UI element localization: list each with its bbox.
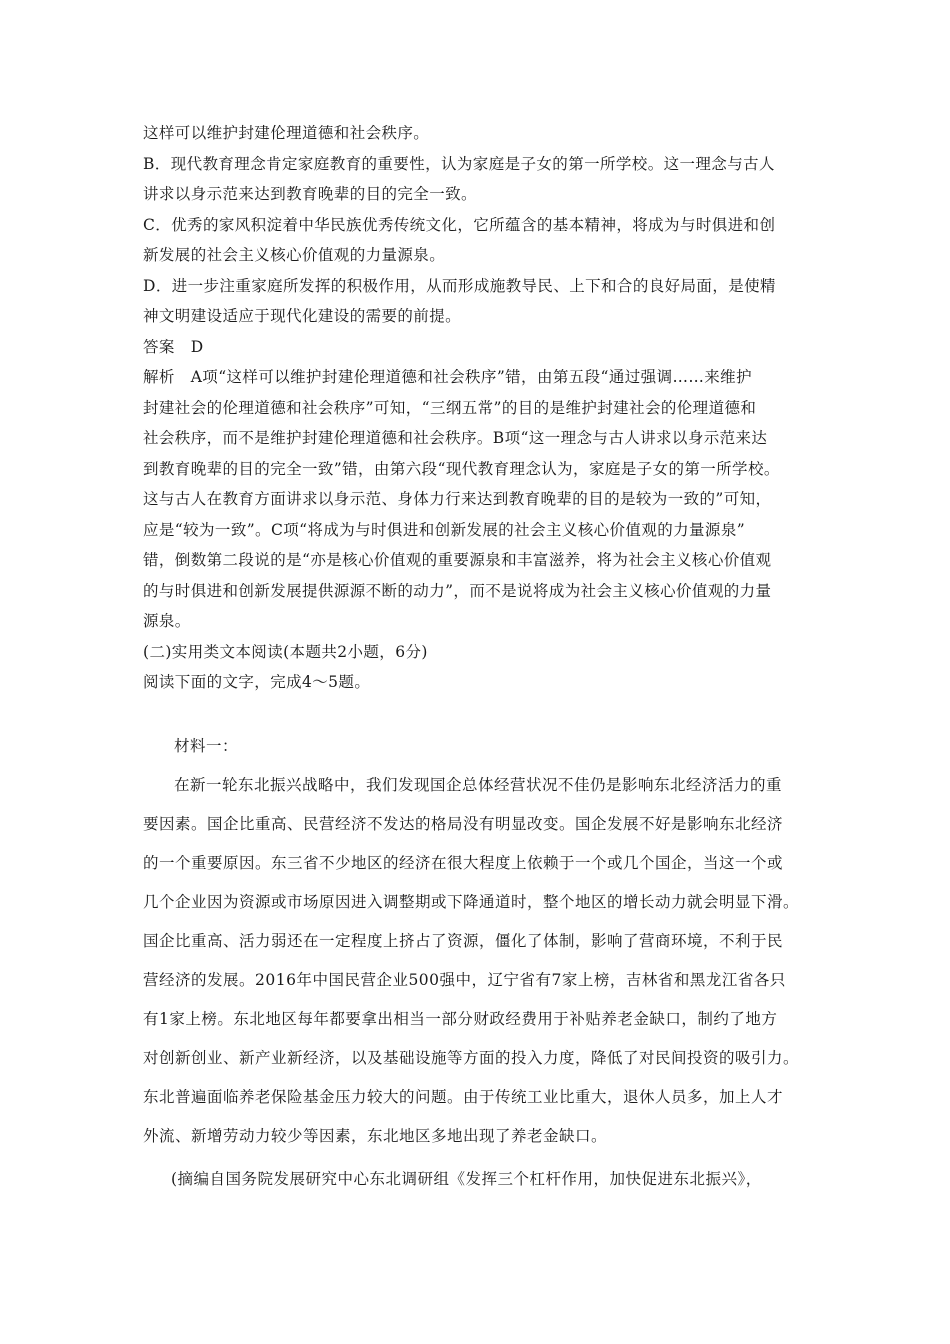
question-options-block <box>143 118 823 698</box>
option-a-tail: 这样可以维护封建伦理道德和社会秩序。 <box>143 124 430 142</box>
material-line-8: 对创新创业、新产业新经济，以及基础设施等方面的投入力度，降低了对民间投资的吸引力。 <box>143 1049 800 1067</box>
material-label: 材料一： <box>174 737 239 755</box>
material-line-3: 的一个重要原因。东三省不少地区的经济在很大程度上依赖于一个或几个国企，当这一个或 <box>143 854 784 872</box>
analysis-line-1: 解析 A项“这样可以维护封建伦理道德和社会秩序”错，由第五段“通过强调……来维护 <box>143 368 752 386</box>
analysis-line-2: 封建社会的伦理道德和社会秩序”可知，“三纲五常”的目的是维护封建社会的伦理道德和 <box>143 398 757 417</box>
section-title: (二)实用类文本阅读(本题共2小题，6分) <box>143 642 428 661</box>
material-line-1: 在新一轮东北振兴战略中，我们发现国企总体经营状况不佳仍是影响东北经济活力的重 <box>174 776 783 794</box>
option-d-line-1: D．进一步注重家庭所发挥的积极作用，从而形成施教导民、上下和合的良好局面，是使精 <box>143 276 776 295</box>
material-line-7: 有1家上榜。东北地区每年都要拿出相当一部分财政经费用于补贴养老金缺口，制约了地方 <box>143 1010 778 1028</box>
material-one-block <box>143 727 833 1199</box>
material-line-4: 几个企业因为资源或市场原因进入调整期或下降通道时，整个地区的增长动力就会明显下滑。 <box>143 893 800 911</box>
option-c-line-2: 新发展的社会主义核心价值观的力量源泉。 <box>143 246 446 264</box>
analysis-line-6: 应是“较为一致”。C项“将成为与时俱进和创新发展的社会主义核心价值观的力量源泉” <box>143 520 746 539</box>
instruction-line: 阅读下面的文字，完成4～5题。 <box>143 673 371 691</box>
answer-line: 答案 D <box>143 337 204 356</box>
option-c-line-1: C．优秀的家风积淀着中华民族优秀传统文化，它所蕴含的基本精神，将成为与时俱进和创 <box>143 215 776 234</box>
analysis-line-3: 社会秩序，而不是维护封建伦理道德和社会秩序。B项“这一理念与古人讲求以身示范来达 <box>143 429 768 447</box>
analysis-line-5: 这与古人在教育方面讲求以身示范、身体力行来达到教育晚辈的目的是较为一致的”可知， <box>143 490 772 508</box>
analysis-line-4: 到教育晚辈的目的完全一致”错，由第六段“现代教育理念认为，家庭是子女的第一所学校。 <box>143 459 780 478</box>
option-d-line-2: 神文明建设适应于现代化建设的需要的前提。 <box>143 307 462 325</box>
material-line-6: 营经济的发展。2016年中国民营企业500强中，辽宁省有7家上榜，吉林省和黑龙江省各只 <box>143 971 786 989</box>
analysis-line-9: 源泉。 <box>143 612 191 630</box>
option-b-line-2: 讲求以身示范来达到教育晚辈的目的完全一致。 <box>143 185 477 203</box>
material-line-9: 东北普遍面临养老保险基金压力较大的问题。由于传统工业比重大，退休人员多，加上人才 <box>143 1088 784 1106</box>
material-line-2: 要因素。国企比重高、民营经济不发达的格局没有明显改变。国企发展不好是影响东北经济 <box>143 815 784 833</box>
option-b-line-1: B．现代教育理念肯定家庭教育的重要性，认为家庭是子女的第一所学校。这一理念与古人 <box>143 154 775 173</box>
source-citation: (摘编自国务院发展研究中心东北调研组《发挥三个杠杆作用，加快促进东北振兴》， <box>171 1170 762 1188</box>
analysis-line-7: 错，倒数第二段说的是“亦是核心价值观的重要源泉和丰富滋养，将为社会主义核心价值观 <box>143 551 772 569</box>
analysis-line-8: 的与时俱进和创新发展提供源源不断的动力”，而不是说将成为社会主义核心价值观的力量 <box>143 581 772 600</box>
material-line-10: 外流、新增劳动力较少等因素，东北地区多地出现了养老金缺口。 <box>143 1127 608 1145</box>
material-line-5: 国企比重高、活力弱还在一定程度上挤占了资源，僵化了体制，影响了营商环境，不利于民 <box>143 932 784 950</box>
